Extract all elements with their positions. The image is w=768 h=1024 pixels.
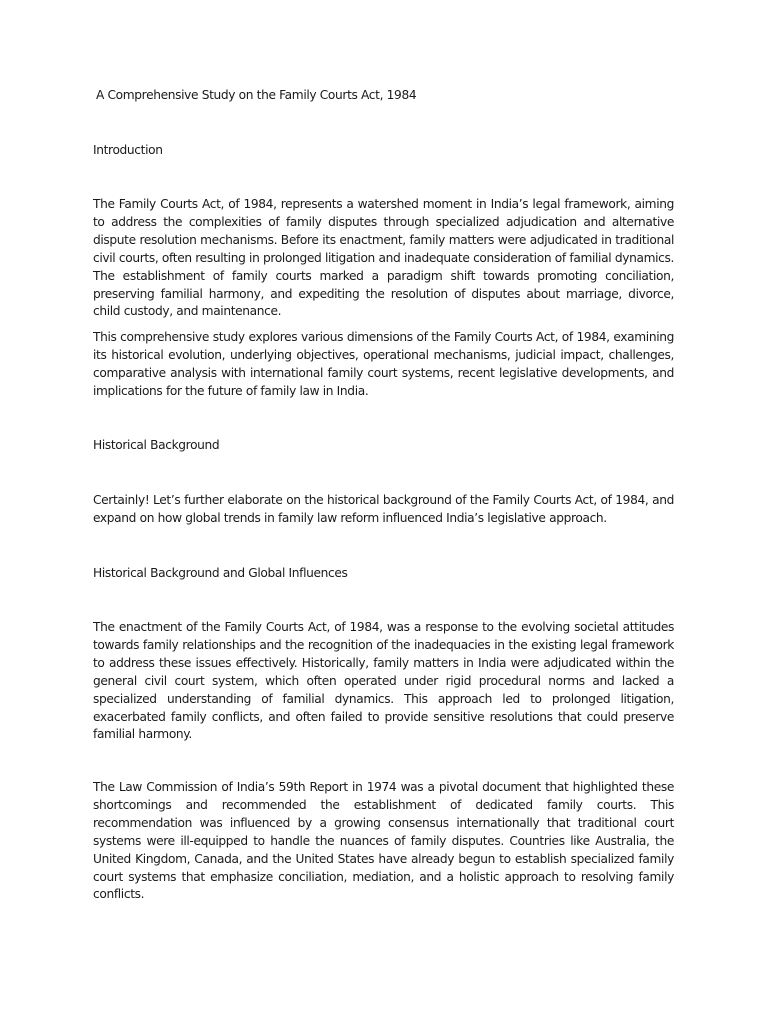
paragraph: The enactment of the Family Courts Act, of 1984, was a response to the evolving societal attitudes towards family relationships and the recognition of the inadequacies in the existing legal framework to address these issues effectively. Historically, family matters in India were adjudicated within the general civil court system, which often operated under rigid procedural norms and lacked a specialized understanding of familial dynamics. This approach led to prolonged litigation, exacerbated family conflicts, and often failed to provide sensitive resolutions that could preserve familial harmony. bbox=[93, 620, 674, 742]
paragraph: This comprehensive study explores various dimensions of the Family Courts Act, of 1984, examining its historical evolution, underlying objectives, operational mechanisms, judicial impact, challenges, comparative analysis with international family court systems, recent legislative developments, and implications for the future of family law in India. bbox=[93, 330, 674, 398]
paragraph: The Family Courts Act, of 1984, represents a watershed moment in India’s legal framework, aiming to address the complexities of family disputes through specialized adjudication and alternative dispute resolution mechanisms. Before its enactment, family matters were adjudicated in traditional civil courts, often resulting in prolonged litigation and inadequate consideration of familial dynamics. The establishment of family courts marked a paradigm shift towards promoting conciliation, preserving familial harmony, and expediting the resolution of disputes about marriage, divorce, child custody, and maintenance. bbox=[93, 197, 674, 319]
paragraph: Certainly! Let’s further elaborate on the historical background of the Family Courts Act, of 1984, and expand on how global trends in family law reform influenced India’s legislative approach. bbox=[93, 493, 674, 525]
section-heading-historical-background: Historical Background bbox=[93, 438, 220, 452]
section-heading-global-influences: Historical Background and Global Influences bbox=[93, 566, 348, 580]
document-title: A Comprehensive Study on the Family Courts Act, 1984 bbox=[96, 88, 417, 102]
paragraph: The Law Commission of India’s 59th Report in 1974 was a pivotal document that highlighted these shortcomings and recommended the establishment of dedicated family courts. This recommendation was influenced by a growing consensus internationally that traditional court systems were ill-equipped to handle the nuances of family disputes. Countries like Australia, the United Kingdom, Canada, and the United States have already begun to establish specialized family court systems that emphasize conciliation, mediation, and a holistic approach to resolving family conflicts. bbox=[93, 780, 674, 902]
section-heading-introduction: Introduction bbox=[93, 143, 163, 157]
